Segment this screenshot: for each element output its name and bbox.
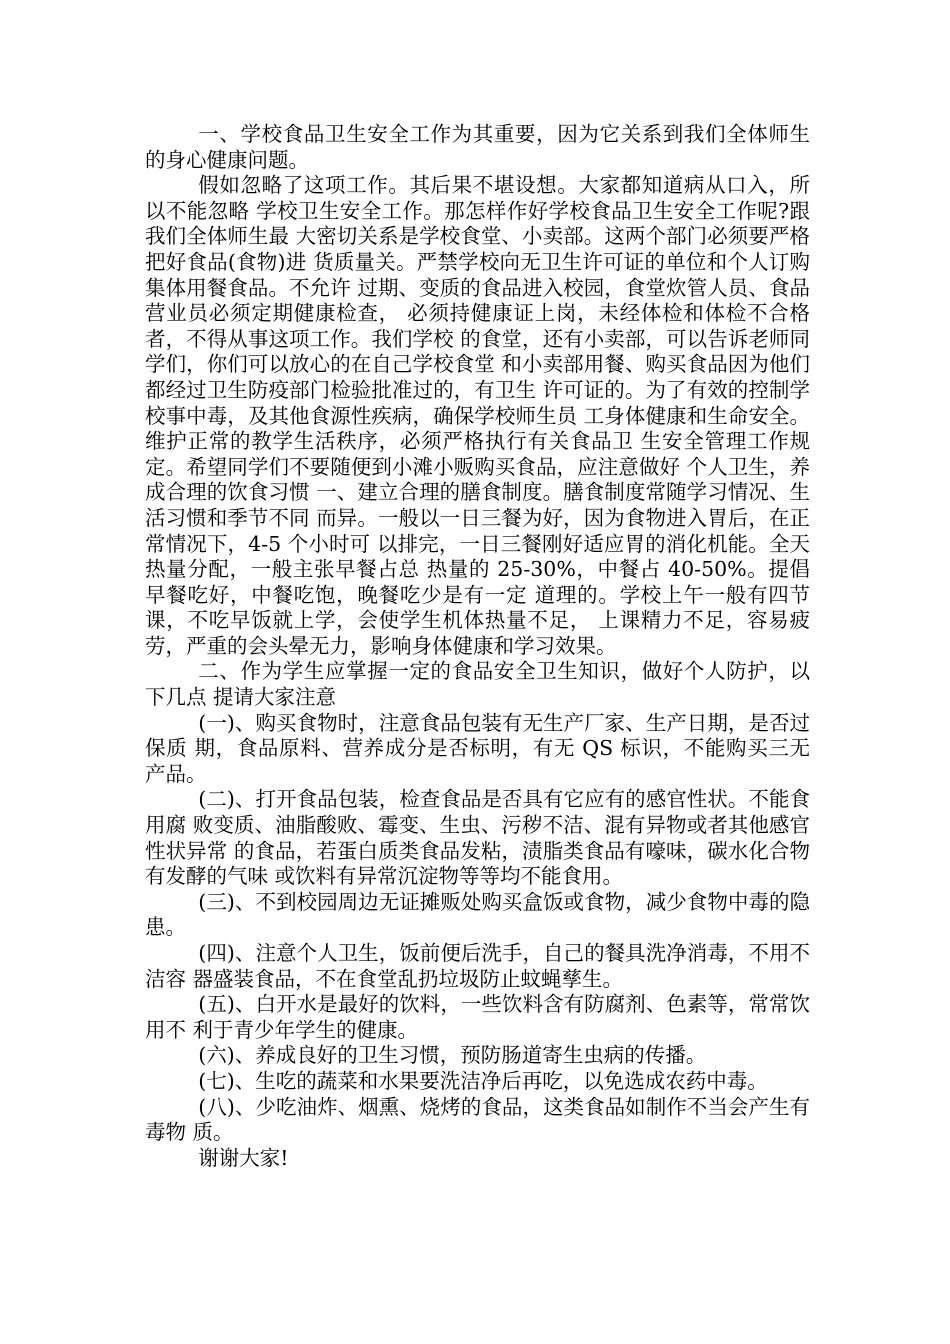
paragraph-8: (五)、白开水是最好的饮料，一些饮料含有防腐剂、色素等，常常饮用不 利于青少年学生的健康。 xyxy=(145,992,810,1042)
paragraph-9: (六)、养成良好的卫生习惯，预防肠道寄生虫病的传播。 xyxy=(198,1043,707,1068)
paragraph-1: 一、学校食品卫生安全工作为其重要，因为它关系到我们全体师生的身心健康问题。 xyxy=(145,122,810,172)
paragraph-10: (七)、生吃的蔬菜和水果要洗洁净后再吃，以免选成农药中毒。 xyxy=(198,1068,768,1093)
document-body xyxy=(145,122,810,1171)
paragraph-5: (二)、打开食品包装，检查食品是否具有它应有的感官性状。不能食用腐 败变质、油脂酸败、霉变、生虫、污秽不洁、混有异物或者其他感官性状异常 的食品，若蛋白质类食品发粘，渍脂类食品有嚎味，碳水化合物有发酵的气味 或饮料有异常沉淀物等等均不能食用。 xyxy=(145,787,810,889)
paragraph-6: (三)、不到校园周边无证摊贩处购买盒饭或食物，减少食物中毒的隐患。 xyxy=(145,889,810,940)
paragraph-11: (八)、少吃油炸、烟熏、烧烤的食品，这类食品如制作不当会产生有毒物 质。 xyxy=(145,1094,810,1145)
paragraph-2: 假如忽略了这项工作。其后果不堪设想。大家都知道病从口入，所以不能忽略 学校卫生安全工作。那怎样作好学校食品卫生安全工作呢?跟我们全体师生最 大密切关系是学校食堂、小卖部。这两个部门必须要严格把好食品(食物)进 货质量关。严禁学校向无卫生许可证的单位和个人订购集体用餐食品。不允许 过期、变质的食品进入校园，食堂炊管人员、食品营业员必须定期健康检查， 必须持健康证上岗，未经体检和体检不合格者，不得从事这项工作。我们学校 的食堂，还有小卖部，可以告诉老师同学们，你们可以放心的在自己学校食堂 和小卖部用餐、购买食品因为他们都经过卫生防疫部门检验批准过的，有卫生 许可证的。为了有效的控制学校事中毒，及其他食源性疾病，确保学校师生员 工身体健康和生命安全。维护正常的教学生活秩序，必须严格执行有关食品卫 生安全管理工作规定。希望同学们不要随便到小滩小贩购买食品，应注意做好 个人卫生，养成合理的饮食习惯 一、建立合理的膳食制度。膳食制度常随学习情况、生活习惯和季节不同 而异。一般以一日三餐为好，因为食物进入胃后，在正常情况下，4-5 个小时可 以排完，一日三餐刚好适应胃的消化机能。全天热量分配，一般主张早餐占总 热量的 25-30%，中餐占 40-50%。提倡早餐吃好，中餐吃饱，晚餐吃少是有一定 道理的。学校上午一般有四节课，不吃早饭就上学，会使学生机体热量不足， 上课精力不足，容易疲劳，严重的会头晕无力，影响身体健康和学习效果。 xyxy=(145,173,810,658)
closing-thanks: 谢谢大家! xyxy=(198,1145,289,1170)
paragraph-4: (一)、购买食物时，注意食品包装有无生产厂家、生产日期，是否过保质 期，食品原料、营养成分是否标明，有无 QS 标识，不能购买三无产品。 xyxy=(145,710,810,786)
paragraph-3: 二、作为学生应掌握一定的食品安全卫生知识，做好个人防护，以下几点 提请大家注意 xyxy=(145,659,810,710)
paragraph-7: (四)、注意个人卫生，饭前便后洗手，自己的餐具洗净消毒，不用不洁容 器盛装食品，不在食堂乱扔垃圾防止蚊蝇孳生。 xyxy=(145,941,810,991)
